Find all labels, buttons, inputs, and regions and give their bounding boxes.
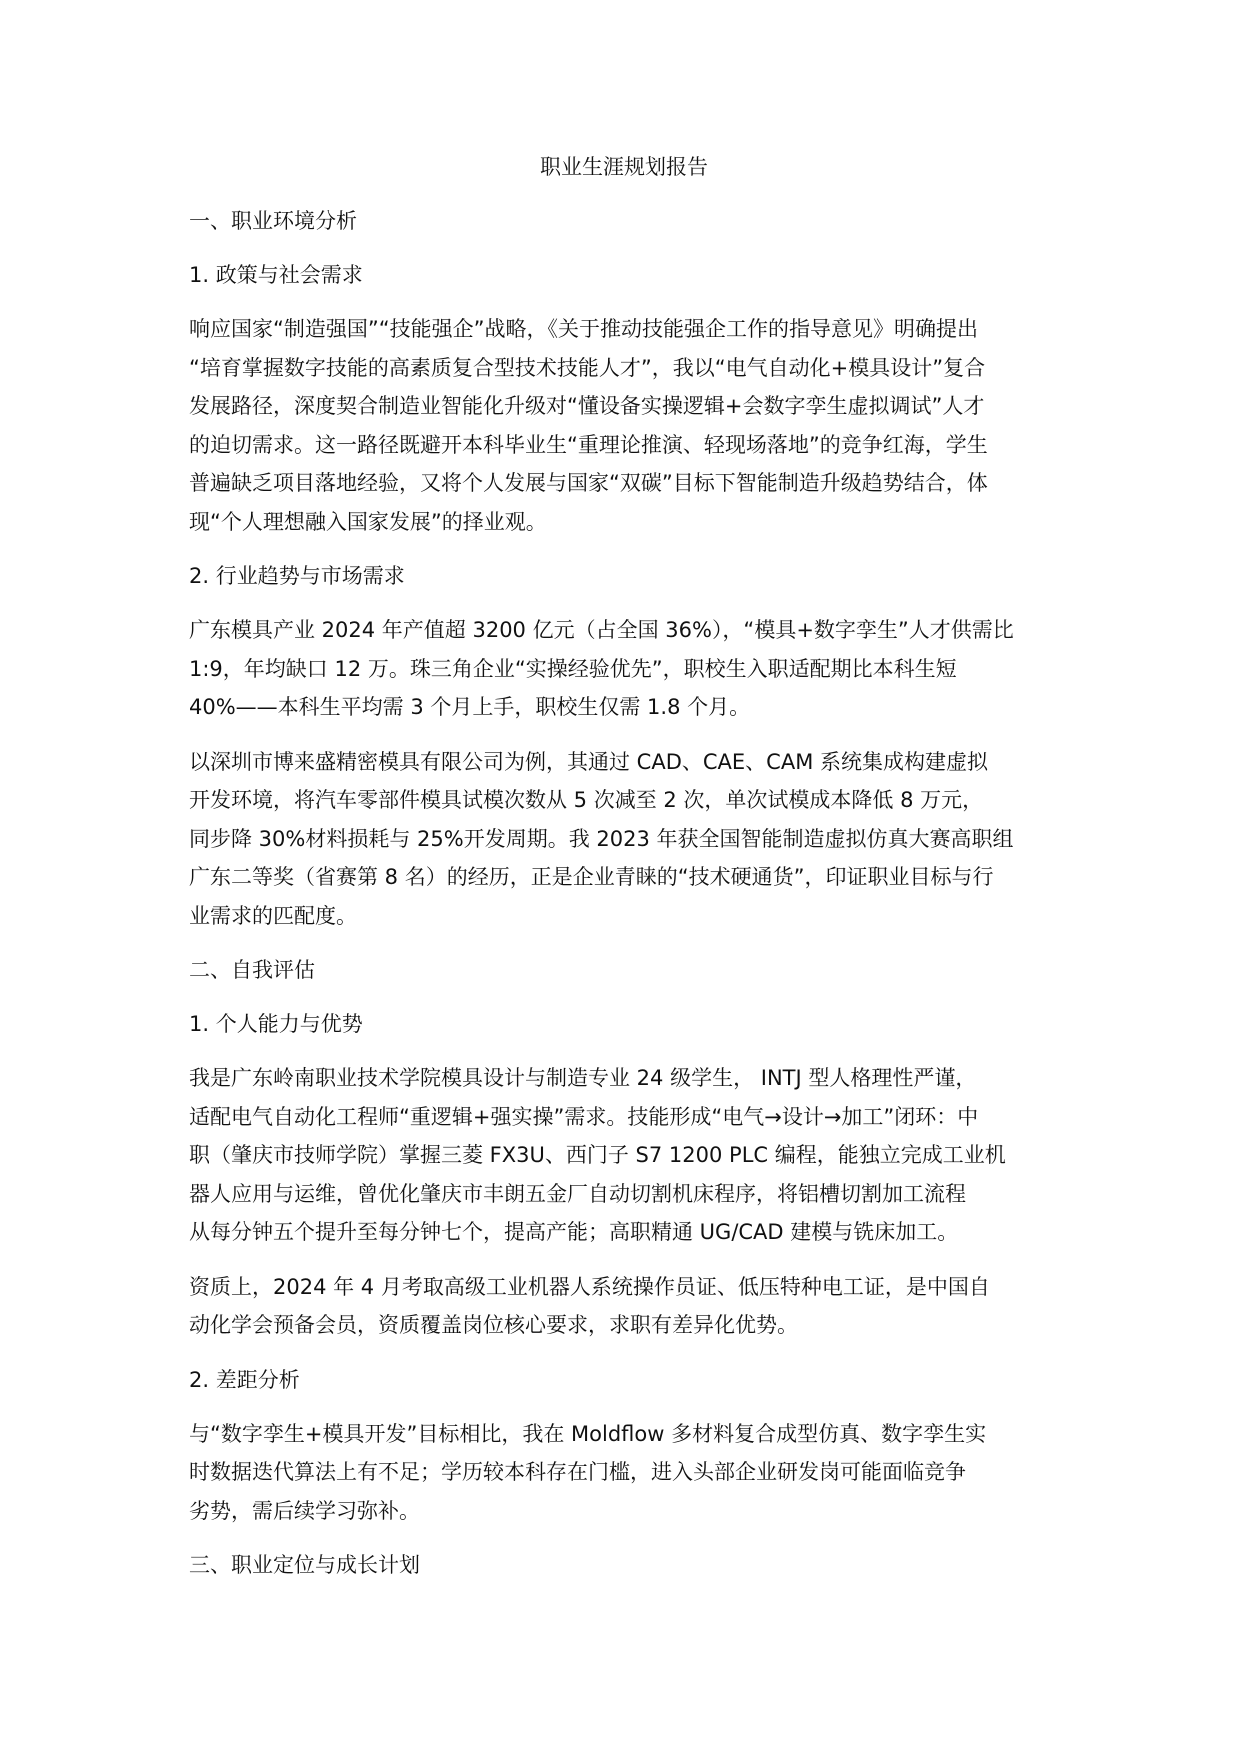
text-line: 广东模具产业 2024 年产值超 3200 亿元（占全国 36%），“模具+数字孪生”人才供需比 [189,618,1014,642]
paragraph-gap [189,1415,1059,1531]
text-line: 广东二等奖（省赛第 8 名）的经历，正是企业青睐的“技术硬通货”，印证职业目标与行 [189,865,994,889]
text-line: 业需求的匹配度。 [189,903,357,928]
subheading-ability: 1. 个人能力与优势 [189,1012,363,1036]
text-line: 动化学会预备会员，资质覆盖岗位核心要求，求职有差异化优势。 [189,1313,798,1337]
text-line: 的迫切需求。这一路径既避开本科毕业生“重理论推演、轻现场落地”的竞争红海，学生 [189,432,988,457]
text-line: 器人应用与运维，曾优化肇庆市丰朗五金厂自动切割机床程序，将铝槽切割加工流程 [189,1181,966,1206]
section-heading-self-assessment: 二、自我评估 [189,958,315,982]
text-line: 资质上，2024 年 4 月考取高级工业机器人系统操作员证、低压特种电工证，是中国自 [189,1274,990,1299]
text-line: 劣势，需后续学习弥补。 [189,1498,420,1523]
text-line: 时数据迭代算法上有不足；学历较本科存在门槛，进入头部企业研发岗可能面临竞争 [189,1460,966,1484]
text-line: 1:9，年均缺口 12 万。珠三角企业“实操经验优先”，职校生入职适配期比本科生短 [189,656,957,681]
section-heading-environment: 一、职业环境分析 [189,209,357,233]
text-line: 开发环境，将汽车零部件模具试模次数从 5 次减至 2 次，单次试模成本降低 8 万元， [189,788,984,812]
subheading-gap: 2. 差距分析 [189,1367,300,1392]
paragraph-industry-example [189,743,1059,936]
text-line: “培育掌握数字技能的高素质复合型技术技能人才”，我以“电气自动化+模具设计”复合 [189,355,986,380]
text-line: 以深圳市博来盛精密模具有限公司为例，其通过 CAD、CAE、CAM 系统集成构建虚拟 [189,749,988,774]
text-line: 响应国家“制造强国”“技能强企”战略，《关于推动技能强企工作的指导意见》明确提出 [189,317,979,341]
document-title: 职业生涯规划报告 [540,155,708,179]
document-page [189,148,1059,1600]
text-line: 与“数字孪生+模具开发”目标相比，我在 Moldflow 多材料复合成型仿真、数字孪生实 [189,1421,987,1446]
text-line: 发展路径，深度契合制造业智能化升级对“懂设备实操逻辑+会数字孪生虚拟调试”人才 [189,394,985,418]
text-line: 现“个人理想融入国家发展”的择业观。 [189,509,547,534]
paragraph-policy [189,310,1059,541]
text-line: 从每分钟五个提升至每分钟七个，提高产能；高职精通 UG/CAD 建模与铣床加工。 [189,1220,959,1244]
text-line: 适配电气自动化工程师“重逻辑+强实操”需求。技能形成“电气→设计→加工”闭环：中 [189,1104,979,1129]
paragraph-ability [189,1059,1059,1252]
text-line: 我是广东岭南职业技术学院模具设计与制造专业 24 级学生， INTJ 型人格理性严谨， [189,1066,977,1090]
text-line: 职（肇庆市技师学院）掌握三菱 FX3U、西门子 S7 1200 PLC 编程，能独立完成工业机 [189,1143,1006,1167]
text-line: 普遍缺乏项目落地经验，又将个人发展与国家“双碳”目标下智能制造升级趋势结合，体 [189,471,988,495]
text-line: 同步降 30%材料损耗与 25%开发周期。我 2023 年获全国智能制造虚拟仿真大赛高职组 [189,826,1014,851]
section-heading-career-plan: 三、职业定位与成长计划 [189,1553,420,1577]
paragraph-industry-data [189,611,1059,727]
text-line: 40%——本科生平均需 3 个月上手，职校生仅需 1.8 个月。 [189,695,751,719]
paragraph-qualification [189,1268,1059,1345]
subheading-policy: 1. 政策与社会需求 [189,263,363,287]
subheading-industry: 2. 行业趋势与市场需求 [189,564,405,588]
